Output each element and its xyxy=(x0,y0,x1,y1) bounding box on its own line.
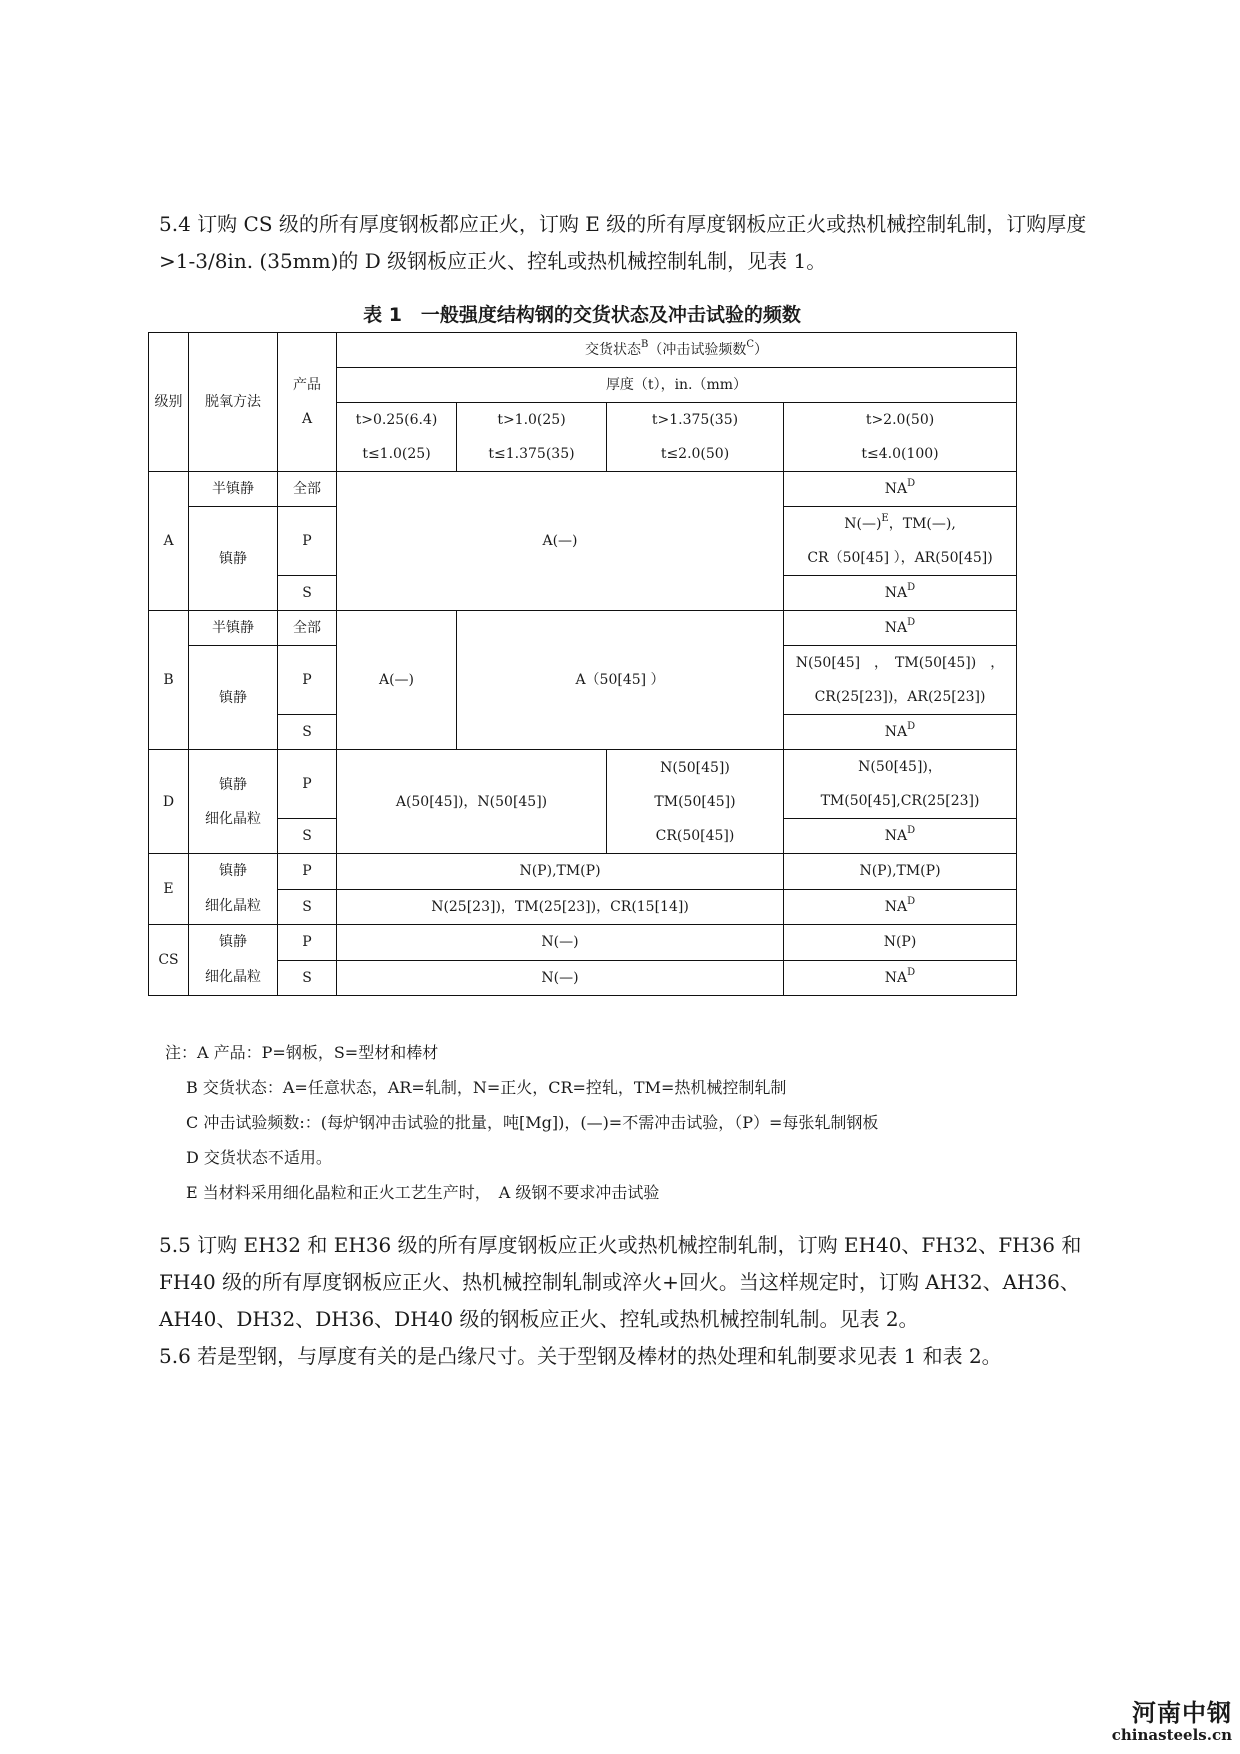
table-cell: A(—) xyxy=(337,472,784,611)
deoxidation-cell: 镇静 细化晶粒 xyxy=(189,854,278,925)
product-cell: P xyxy=(278,507,337,576)
product-cell: P xyxy=(278,646,337,715)
product-cell: S xyxy=(278,819,337,854)
grade-cell: D xyxy=(149,750,189,854)
delivery-condition-header: 交货状态$^B$（冲击试验频数$^C$） xyxy=(337,333,1017,368)
note-item: B 交货状态：A=任意状态，AR=轧制，N=正火，CR=控轧，TM=热机械控制轧制 xyxy=(186,1078,787,1097)
table-cell: A(50[45])，N(50[45]) xyxy=(337,750,607,854)
thickness-range: t>2.0(50) t≤4.0(100) xyxy=(784,403,1017,472)
grade-cell: CS xyxy=(149,925,189,996)
table-cell: $NA^D$ xyxy=(784,715,1017,750)
table-cell: N(—) xyxy=(337,925,784,961)
product-header: 产品 A xyxy=(278,333,337,472)
table-cell: N(P) xyxy=(784,925,1017,961)
thickness-range: t>0.25(6.4) t≤1.0(25) xyxy=(337,403,457,472)
section-5-5-paragraph: 5.5 订购 EH32 和 EH36 级的所有厚度钢板应正火或热机械控制轧制，订购 EH40、FH32、FH36 和 FH40 级的所有厚度钢板应正火、热机械控制轧制或淬火+回火。当这样规定时，订购 AH32、AH36、AH40、DH32、DH36、DH40 级的钢板应正火、控轧或热机械控制轧制。见表 2。 xyxy=(159,1233,1082,1331)
grade-cell: E xyxy=(149,854,189,925)
watermark-logo xyxy=(1096,1700,1232,1744)
table-cell: $NA^D$ xyxy=(784,611,1017,646)
product-cell: S xyxy=(278,960,337,996)
product-cell: P xyxy=(278,854,337,890)
product-cell: P xyxy=(278,750,337,819)
table-cell: N(50[45] ， TM(50[45]) ， CR(25[23])，AR(25[23]) xyxy=(784,646,1017,715)
deoxidation-cell: 镇静 xyxy=(189,646,278,750)
grade-cell: B xyxy=(149,611,189,750)
watermark-domain: chinasteels.cn xyxy=(1111,1726,1232,1744)
table-cell: N(50[45]) TM(50[45]) CR(50[45]) xyxy=(607,750,784,854)
table-cell: $NA^D$ xyxy=(784,960,1017,996)
section-5-4-paragraph: 5.4 订购 CS 级的所有厚度钢板都应正火，订购 E 级的所有厚度钢板应正火或热机械控制轧制，订购厚度>1-3/8in. (35mm)的 D 级钢板应正火、控轧或热机械控制轧制，见表 1。 xyxy=(159,212,1087,273)
delivery-condition-table xyxy=(148,332,1017,996)
thickness-range: t>1.0(25) t≤1.375(35) xyxy=(457,403,607,472)
table-notes xyxy=(165,1035,878,1210)
deoxidation-cell: 半镇静 xyxy=(189,611,278,646)
deoxidation-header: 脱氧方法 xyxy=(189,333,278,472)
table-cell: A(—) xyxy=(337,611,457,750)
product-cell: 全部 xyxy=(278,472,337,507)
deoxidation-cell: 镇静 细化晶粒 xyxy=(189,750,278,854)
table-cell: $NA^D$ xyxy=(784,472,1017,507)
watermark-chinese: 河南中钢 xyxy=(1132,1699,1232,1727)
thickness-range: t>1.375(35) t≤2.0(50) xyxy=(607,403,784,472)
table-cell: N(—)$^E$，TM(—), CR（50[45] ），AR(50[45]) xyxy=(784,507,1017,576)
deoxidation-cell: 镇静 xyxy=(189,507,278,611)
table-cell: $NA^D$ xyxy=(784,576,1017,611)
thickness-header: 厚度（t），in.（mm） xyxy=(337,368,1017,403)
note-item: C 冲击试验频数:：(每炉钢冲击试验的批量，吨[Mg])，(—)=不需冲击试验，（P）=每张轧制钢板 xyxy=(186,1113,879,1132)
deoxidation-cell: 镇静 细化晶粒 xyxy=(189,925,278,996)
table-cell: $NA^D$ xyxy=(784,889,1017,925)
table-cell: N(50[45])， TM(50[45],CR(25[23]) xyxy=(784,750,1017,819)
note-item: E 当材料采用细化晶粒和正火工艺生产时， A 级钢不要求冲击试验 xyxy=(186,1183,660,1202)
table-caption: 表 1 一般强度结构钢的交货状态及冲击试验的频数 xyxy=(363,304,801,326)
note-item: D 交货状态不适用。 xyxy=(186,1148,332,1167)
product-cell: S xyxy=(278,715,337,750)
table-cell: N(P),TM(P) xyxy=(784,854,1017,890)
table-cell: $NA^D$ xyxy=(784,819,1017,854)
grade-header: 级别 xyxy=(149,333,189,472)
note-item: 注：A 产品：P=钢板，S=型材和棒材 xyxy=(165,1043,439,1062)
product-cell: 全部 xyxy=(278,611,337,646)
section-5-6-paragraph: 5.6 若是型钢，与厚度有关的是凸缘尺寸。关于型钢及棒材的热处理和轧制要求见表 1 和表 2。 xyxy=(159,1344,1002,1368)
table-cell: N(25[23])，TM(25[23])，CR(15[14]) xyxy=(337,889,784,925)
deoxidation-cell: 半镇静 xyxy=(189,472,278,507)
product-cell: S xyxy=(278,576,337,611)
grade-cell: A xyxy=(149,472,189,611)
product-cell: P xyxy=(278,925,337,961)
table-cell: A（50[45] ） xyxy=(457,611,784,750)
product-cell: S xyxy=(278,889,337,925)
table-cell: N(P),TM(P) xyxy=(337,854,784,890)
table-cell: N(—) xyxy=(337,960,784,996)
